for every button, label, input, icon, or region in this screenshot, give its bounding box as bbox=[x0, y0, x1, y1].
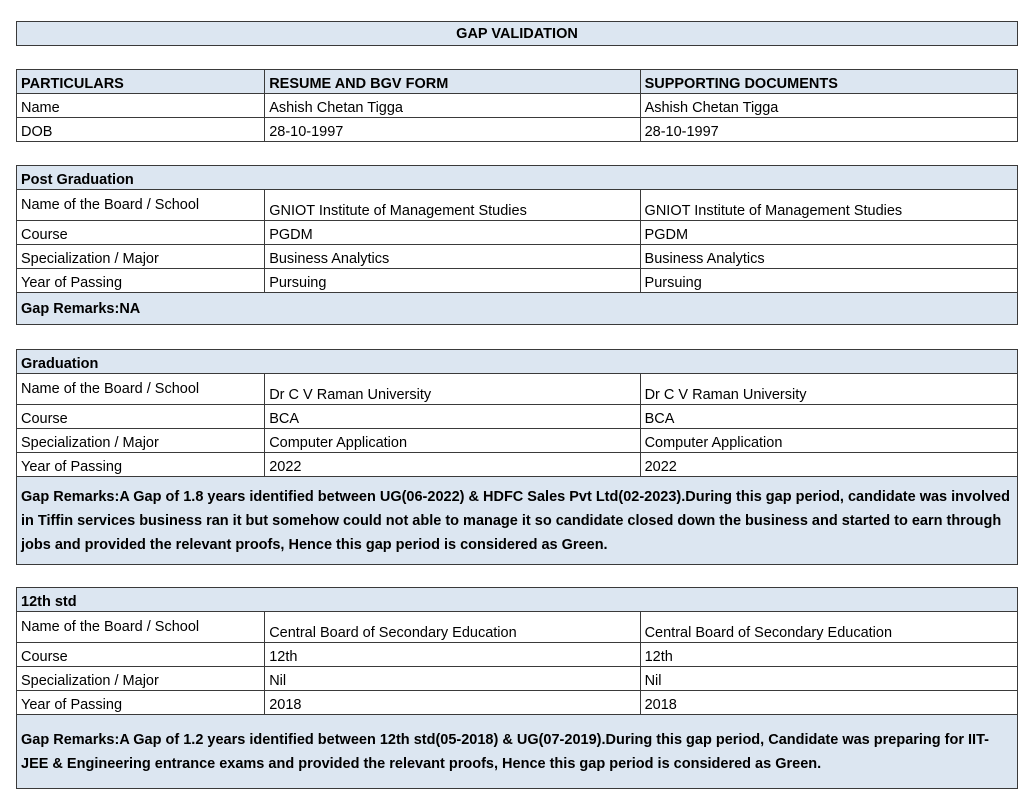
title-table bbox=[16, 21, 1018, 46]
row-label: Name of the Board / School bbox=[17, 190, 265, 221]
docs-value: 28-10-1997 bbox=[640, 118, 1017, 142]
row-label: Name bbox=[17, 94, 265, 118]
row-label: Year of Passing bbox=[17, 453, 265, 477]
header-documents: SUPPORTING DOCUMENTS bbox=[640, 70, 1017, 94]
remarks-row bbox=[17, 715, 1018, 789]
resume-value: 2018 bbox=[265, 691, 640, 715]
section-heading-row bbox=[17, 350, 1018, 374]
twelfth-std-table bbox=[16, 587, 1018, 789]
docs-value: GNIOT Institute of Management Studies bbox=[640, 190, 1017, 221]
table-row bbox=[17, 94, 1018, 118]
table-row bbox=[17, 245, 1018, 269]
docs-value: Dr C V Raman University bbox=[640, 374, 1017, 405]
remarks-row bbox=[17, 293, 1018, 325]
docs-value: 2022 bbox=[640, 453, 1017, 477]
row-label: Specialization / Major bbox=[17, 245, 265, 269]
row-label: Course bbox=[17, 405, 265, 429]
resume-value: 28-10-1997 bbox=[265, 118, 640, 142]
row-label: Course bbox=[17, 221, 265, 245]
row-label: Year of Passing bbox=[17, 269, 265, 293]
table-row bbox=[17, 453, 1018, 477]
resume-value: Ashish Chetan Tigga bbox=[265, 94, 640, 118]
resume-value: Central Board of Secondary Education bbox=[265, 612, 640, 643]
table-row bbox=[17, 374, 1018, 405]
resume-value: Computer Application bbox=[265, 429, 640, 453]
remarks-row bbox=[17, 477, 1018, 565]
personal-table bbox=[16, 69, 1018, 142]
resume-value: Business Analytics bbox=[265, 245, 640, 269]
row-label: Year of Passing bbox=[17, 691, 265, 715]
docs-value: PGDM bbox=[640, 221, 1017, 245]
resume-value: 2022 bbox=[265, 453, 640, 477]
resume-value: Nil bbox=[265, 667, 640, 691]
docs-value: Business Analytics bbox=[640, 245, 1017, 269]
table-row bbox=[17, 429, 1018, 453]
table-row bbox=[17, 643, 1018, 667]
section-heading: 12th std bbox=[17, 588, 1018, 612]
table-row bbox=[17, 667, 1018, 691]
section-heading: Graduation bbox=[17, 350, 1018, 374]
row-label: Course bbox=[17, 643, 265, 667]
page-title: GAP VALIDATION bbox=[17, 22, 1018, 46]
table-row bbox=[17, 190, 1018, 221]
resume-value: GNIOT Institute of Management Studies bbox=[265, 190, 640, 221]
table-row bbox=[17, 118, 1018, 142]
docs-value: Computer Application bbox=[640, 429, 1017, 453]
table-row bbox=[17, 405, 1018, 429]
section-heading-row bbox=[17, 588, 1018, 612]
row-label: Name of the Board / School bbox=[17, 612, 265, 643]
gap-remarks: Gap Remarks:NA bbox=[17, 293, 1018, 325]
gap-remarks: Gap Remarks:A Gap of 1.2 years identified between 12th std(05-2018) & UG(07-2019).During this gap period, Candidate was preparing for IIT-JEE & Engineering entrance exams and provided the relevant proofs, Hence this gap period is considered as Green. bbox=[17, 715, 1018, 789]
table-row bbox=[17, 221, 1018, 245]
row-label: Specialization / Major bbox=[17, 429, 265, 453]
table-row bbox=[17, 612, 1018, 643]
section-heading-row bbox=[17, 166, 1018, 190]
row-label: DOB bbox=[17, 118, 265, 142]
resume-value: PGDM bbox=[265, 221, 640, 245]
row-label: Specialization / Major bbox=[17, 667, 265, 691]
docs-value: 2018 bbox=[640, 691, 1017, 715]
header-row bbox=[17, 70, 1018, 94]
header-resume: RESUME AND BGV FORM bbox=[265, 70, 640, 94]
post-graduation-table bbox=[16, 165, 1018, 325]
title-row bbox=[17, 22, 1018, 46]
row-label: Name of the Board / School bbox=[17, 374, 265, 405]
docs-value: Ashish Chetan Tigga bbox=[640, 94, 1017, 118]
docs-value: Nil bbox=[640, 667, 1017, 691]
header-particulars: PARTICULARS bbox=[17, 70, 265, 94]
docs-value: 12th bbox=[640, 643, 1017, 667]
docs-value: Central Board of Secondary Education bbox=[640, 612, 1017, 643]
gap-remarks: Gap Remarks:A Gap of 1.8 years identified between UG(06-2022) & HDFC Sales Pvt Ltd(02-2023).During this gap period, candidate was involved in Tiffin services business ran it but somehow could not able to manage it so candidate closed down the business and started to earn through jobs and provided the relevant proofs, Hence this gap period is considered as Green. bbox=[17, 477, 1018, 565]
resume-value: BCA bbox=[265, 405, 640, 429]
graduation-table bbox=[16, 349, 1018, 565]
resume-value: Pursuing bbox=[265, 269, 640, 293]
docs-value: BCA bbox=[640, 405, 1017, 429]
section-heading: Post Graduation bbox=[17, 166, 1018, 190]
table-row bbox=[17, 691, 1018, 715]
resume-value: 12th bbox=[265, 643, 640, 667]
resume-value: Dr C V Raman University bbox=[265, 374, 640, 405]
docs-value: Pursuing bbox=[640, 269, 1017, 293]
table-row bbox=[17, 269, 1018, 293]
